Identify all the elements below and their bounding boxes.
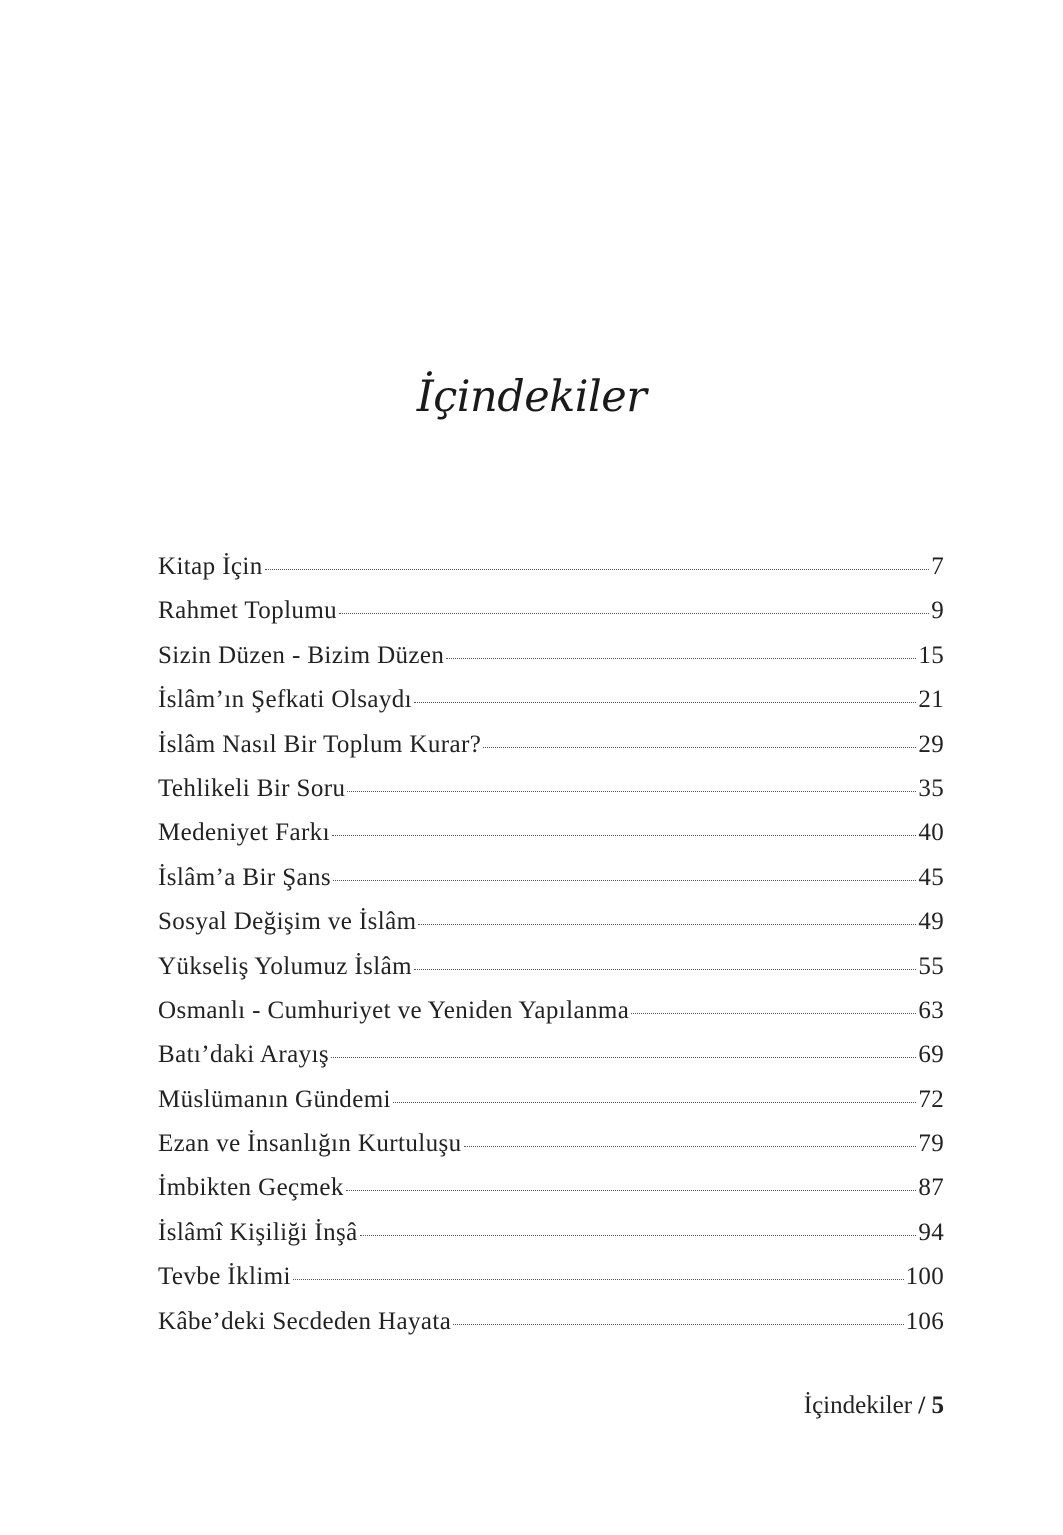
- toc-dot-leader: [418, 924, 916, 925]
- toc-entry-page: 7: [931, 553, 944, 580]
- toc-dot-leader: [347, 791, 916, 792]
- toc-entry-title: Medeniyet Farkı: [158, 819, 330, 847]
- toc-entry-page: 106: [905, 1307, 944, 1335]
- toc-entry-title: Müslümanın Gündemi: [158, 1085, 391, 1113]
- toc-entry: [158, 953, 944, 997]
- toc-entry-title: Sosyal Değişim ve İslâm: [158, 908, 417, 936]
- toc-entry: [158, 597, 944, 641]
- footer-label: İçindekiler: [803, 1392, 913, 1419]
- toc-entry-page: 29: [918, 730, 944, 758]
- toc-entry-page: 45: [918, 863, 944, 891]
- toc-entry-page: 69: [918, 1041, 944, 1069]
- toc-entry: [158, 642, 944, 686]
- toc-dot-leader: [331, 1057, 916, 1058]
- toc-entry: [158, 908, 944, 952]
- toc-entry: [158, 1130, 944, 1174]
- toc-dot-leader: [339, 613, 929, 614]
- toc-entry: [158, 553, 944, 597]
- page-footer: [804, 1392, 944, 1420]
- toc-entry: [158, 1219, 944, 1263]
- toc-entry-page: 72: [918, 1085, 944, 1113]
- toc-entry: [158, 1086, 944, 1130]
- toc-entry-page: 63: [918, 996, 944, 1024]
- toc-dot-leader: [631, 1013, 916, 1014]
- toc-dot-leader: [346, 1190, 917, 1191]
- toc-entry-title: Yükseliş Yolumuz İslâm: [158, 952, 412, 980]
- toc-entry-page: 100: [905, 1263, 944, 1291]
- toc-dot-leader: [446, 658, 916, 659]
- toc-entry-title: Tevbe İklimi: [158, 1263, 291, 1291]
- toc-dot-leader: [293, 1279, 904, 1280]
- toc-entry-title: Ezan ve İnsanlığın Kurtuluşu: [158, 1130, 462, 1158]
- toc-entry-title: Kâbe’deki Secdeden Hayata: [158, 1307, 452, 1335]
- toc-entry: [158, 686, 944, 730]
- toc-dot-leader: [483, 747, 916, 748]
- toc-entry-page: 49: [918, 908, 944, 936]
- toc-entry-title: İmbikten Geçmek: [158, 1174, 344, 1202]
- toc-entry-title: İslâm’ın Şefkati Olsaydı: [158, 686, 412, 714]
- toc-dot-leader: [333, 880, 916, 881]
- toc-entry-page: 21: [918, 686, 944, 714]
- toc-entry-title: Rahmet Toplumu: [158, 597, 338, 625]
- page-title: İçindekiler: [416, 372, 647, 422]
- toc-dot-leader: [360, 1235, 917, 1236]
- toc-entry-title: Kitap İçin: [158, 553, 263, 580]
- toc-entry-title: İslâm’a Bir Şans: [158, 863, 332, 891]
- toc-entry-page: 94: [918, 1218, 944, 1246]
- toc-entry-page: 55: [918, 952, 944, 980]
- toc-dot-leader: [414, 702, 916, 703]
- toc-entry-title: Osmanlı - Cumhuriyet ve Yeniden Yapılanma: [158, 996, 630, 1024]
- toc-dot-leader: [414, 969, 916, 970]
- toc-entry-title: İslâm Nasıl Bir Toplum Kurar?: [158, 730, 482, 758]
- toc-entry: [158, 731, 944, 775]
- toc-entry-title: İslâmî Kişiliği İnşâ: [158, 1218, 358, 1246]
- toc-dot-leader: [332, 835, 916, 836]
- table-of-contents: [158, 553, 944, 1352]
- toc-entry-title: Tehlikeli Bir Soru: [158, 774, 346, 802]
- toc-entry: [158, 1174, 944, 1218]
- toc-entry-page: 40: [918, 819, 944, 847]
- toc-entry-title: Sizin Düzen - Bizim Düzen: [158, 641, 445, 669]
- toc-entry: [158, 997, 944, 1041]
- toc-entry: [158, 1308, 944, 1352]
- toc-entry: [158, 1263, 944, 1307]
- toc-dot-leader: [265, 569, 930, 570]
- toc-entry-page: 9: [931, 597, 944, 625]
- toc-entry-page: 87: [918, 1174, 944, 1202]
- toc-entry: [158, 1041, 944, 1085]
- footer-separator: /: [918, 1392, 926, 1419]
- toc-dot-leader: [393, 1102, 917, 1103]
- toc-dot-leader: [464, 1146, 917, 1147]
- toc-dot-leader: [453, 1324, 903, 1325]
- toc-entry: [158, 775, 944, 819]
- toc-entry-page: 35: [918, 774, 944, 802]
- toc-entry-page: 15: [918, 641, 944, 669]
- footer-page-number: 5: [931, 1392, 944, 1419]
- toc-entry: [158, 819, 944, 863]
- toc-entry: [158, 864, 944, 908]
- toc-entry-title: Batı’daki Arayış: [158, 1041, 329, 1069]
- toc-entry-page: 79: [918, 1130, 944, 1158]
